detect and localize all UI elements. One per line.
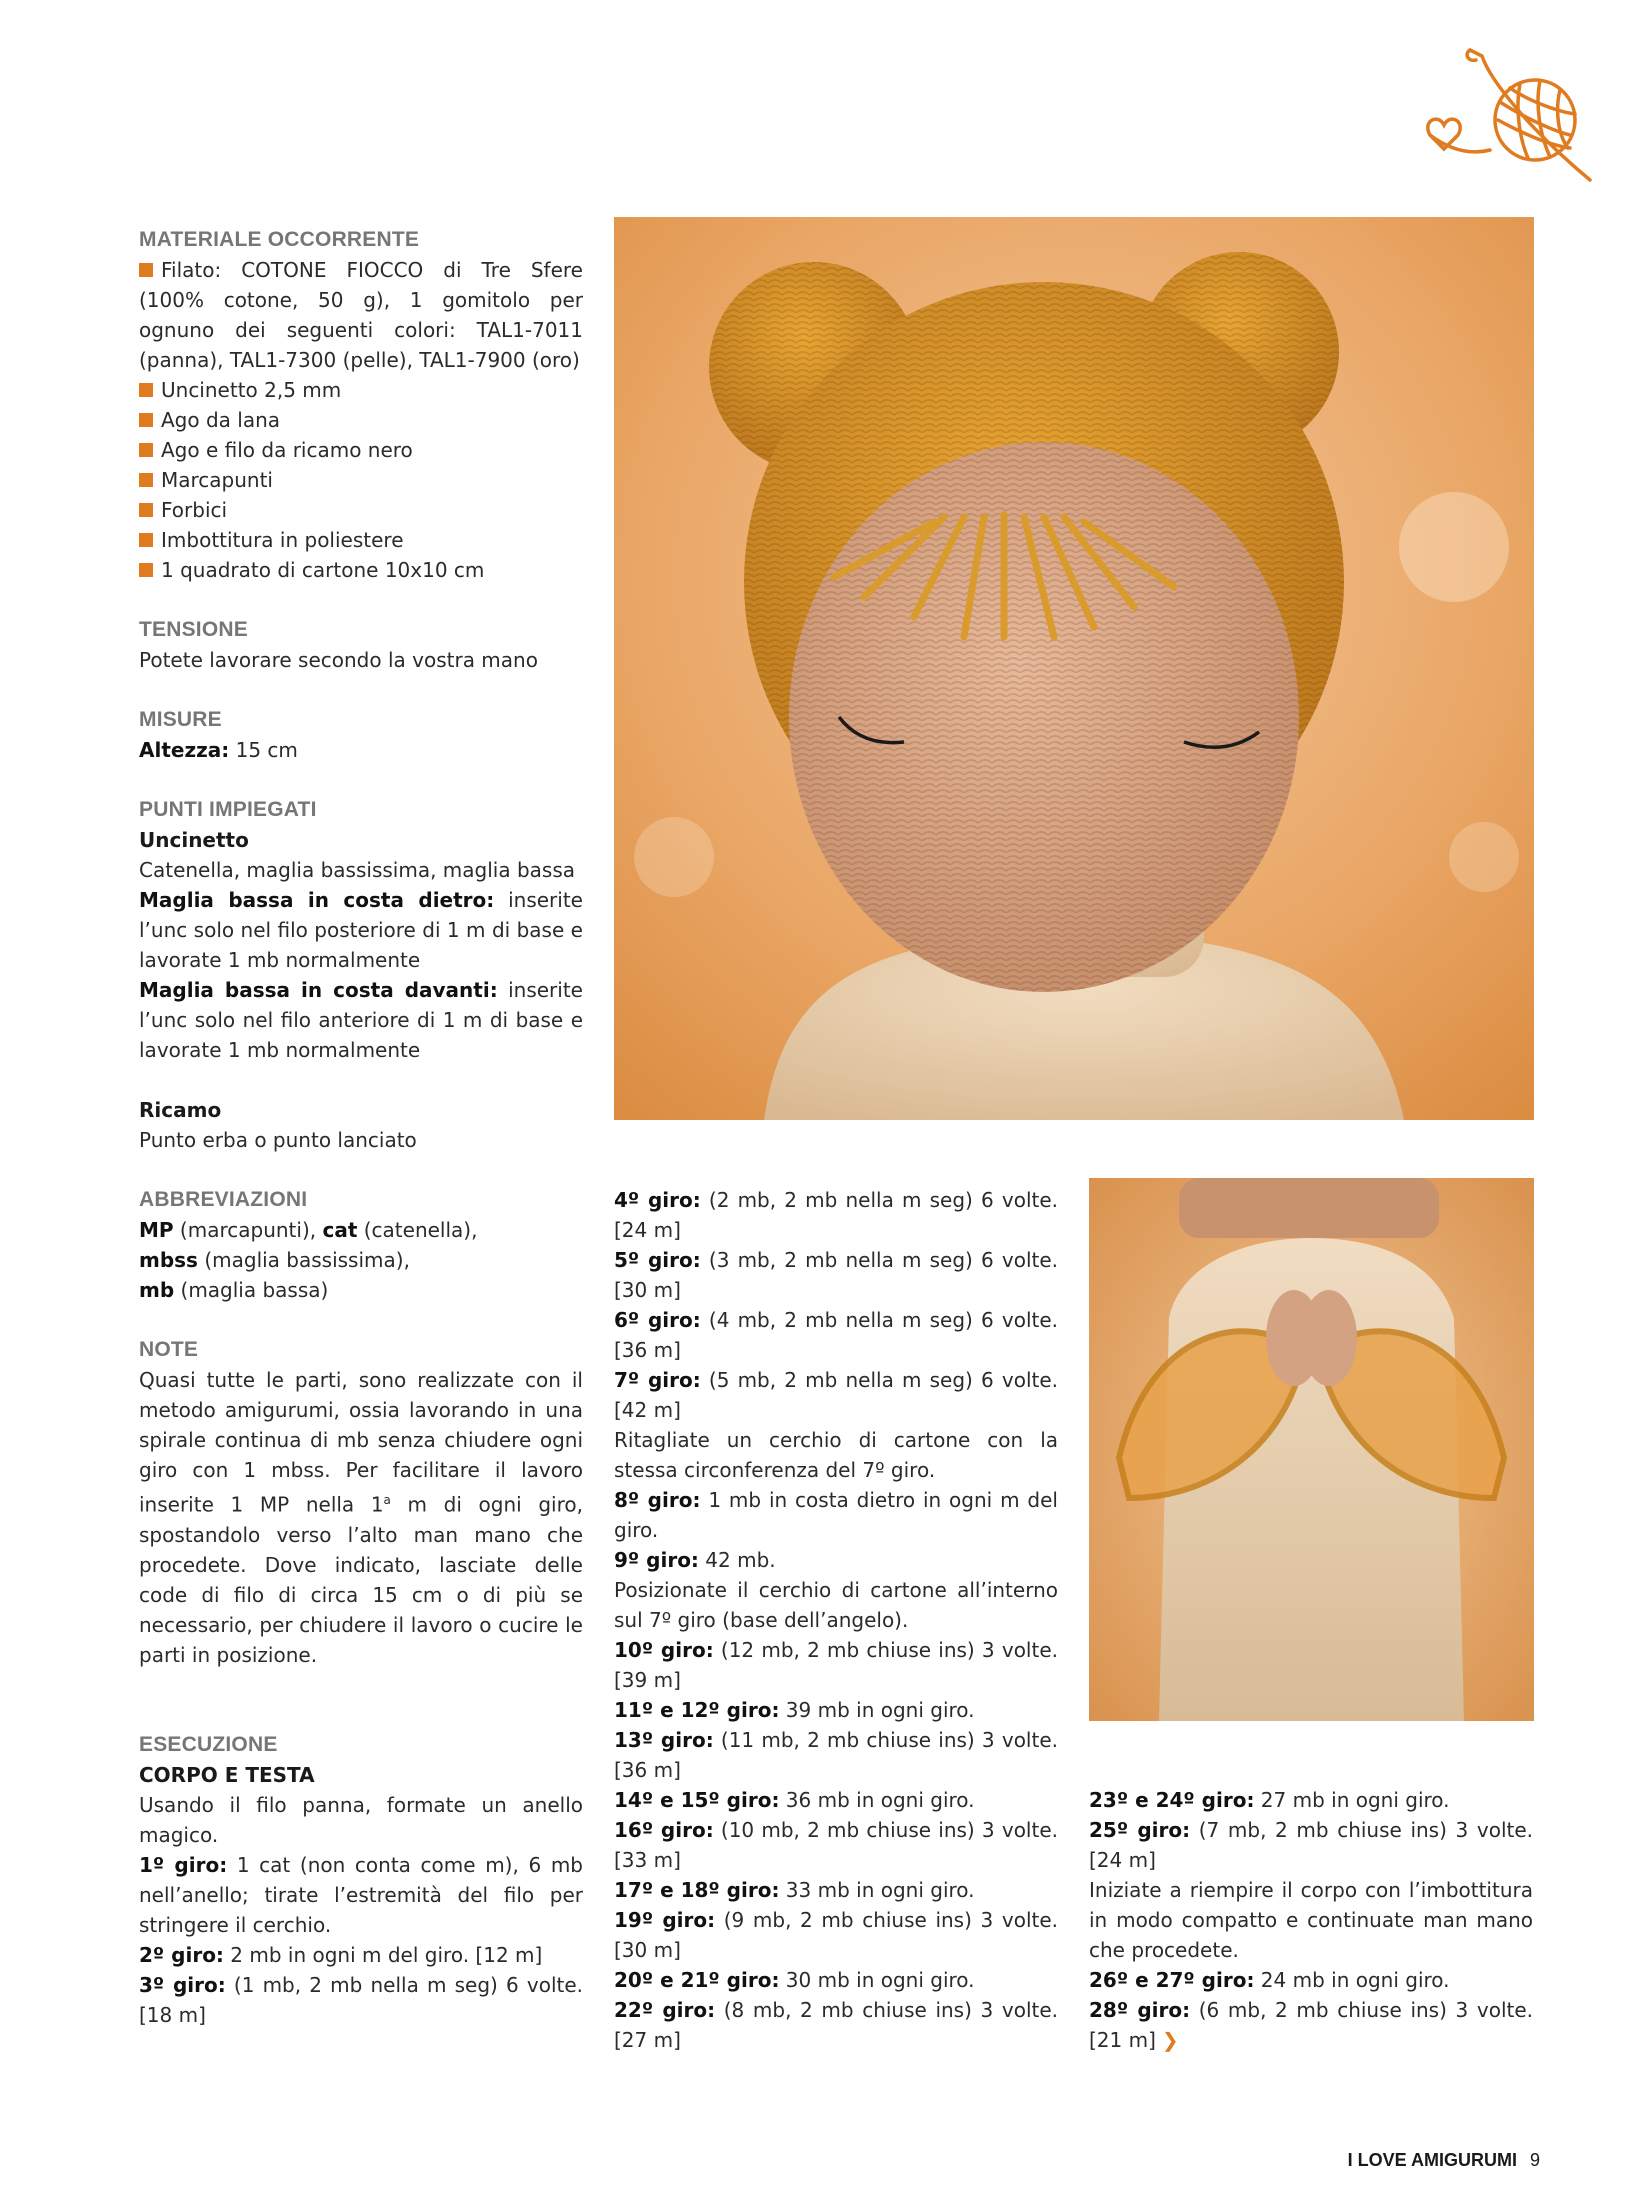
embroidery-text: Punto erba o punto lanciato: [139, 1128, 417, 1152]
materials-item: [139, 255, 583, 375]
round-label: 17º e 18º giro:: [614, 1878, 780, 1902]
round-instruction: [614, 1725, 1058, 1785]
execution-intro: Usando il filo panna, formate un anello magico.: [139, 1792, 583, 1847]
materials-item-text: Ago da lana: [161, 408, 281, 432]
body-head-subheading: CORPO E TESTA: [139, 1762, 315, 1787]
rounds-list-col3: [1089, 1785, 1533, 2055]
round-text: (5 mb, 2 mb nella m seg) 6 volte. [42 m]: [614, 1368, 1058, 1422]
height-value: 15 cm: [229, 738, 298, 762]
round-text: 1 mb in costa dietro in ogni m del giro.: [614, 1488, 1058, 1542]
round-instruction: [614, 1815, 1058, 1875]
notes-heading: NOTE: [139, 1338, 199, 1361]
round-text: (4 mb, 2 mb nella m seg) 6 volte. [36 m]: [614, 1308, 1058, 1362]
amigurumi-angel-hands-photo: [1089, 1178, 1534, 1721]
bullet-square-icon: [139, 443, 153, 457]
round-text: 39 mb in ogni giro.: [779, 1698, 975, 1722]
embroidery-subheading: Ricamo: [139, 1098, 222, 1122]
bullet-square-icon: [139, 413, 153, 427]
materials-heading: MATERIALE OCCORRENTE: [139, 228, 420, 251]
round-label: 20º e 21º giro:: [614, 1968, 780, 1992]
rounds-list-col2: [614, 1185, 1058, 2055]
round-instruction: [1089, 1875, 1533, 1965]
round-label: 1º giro:: [139, 1852, 228, 1877]
amigurumi-angel-head-photo: [614, 217, 1534, 1120]
bullet-square-icon: [139, 473, 153, 487]
round-text: 24 mb in ogni giro.: [1254, 1968, 1450, 1992]
round-instruction: [139, 1940, 583, 1970]
round-instruction: [614, 1425, 1058, 1485]
round-text: (6 mb, 2 mb chiuse ins) 3 volte. [21 m]: [1089, 1998, 1534, 2052]
round-label: 11º e 12º giro:: [614, 1698, 780, 1722]
execution-heading: ESECUZIONE: [139, 1732, 278, 1756]
round-label: 28º giro:: [1089, 1998, 1191, 2022]
round-instruction: [614, 1245, 1058, 1305]
front-loop-label: Maglia bassa in costa davanti:: [139, 978, 498, 1002]
left-column: [139, 225, 583, 2030]
round-text: (1 mb, 2 mb nella m seg) 6 volte. [18 m]: [139, 1972, 583, 2027]
stitches-heading: PUNTI IMPIEGATI: [139, 798, 317, 821]
round-label: 25º giro:: [1089, 1818, 1191, 1842]
materials-list: [139, 255, 583, 585]
materials-item-text: Imbottitura in poliestere: [161, 528, 404, 552]
round-instruction: [1089, 1785, 1533, 1815]
round-text: (7 mb, 2 mb chiuse ins) 3 volte. [24 m]: [1089, 1818, 1534, 1872]
notes-superscript: a: [383, 1493, 391, 1507]
round-instruction: [139, 1850, 583, 1940]
abbr-definition: (marcapunti),: [173, 1218, 323, 1242]
round-text: 1 cat (non conta come m), 6 mb nell’anello; tirate l’estremità del filo per stringere il cerchio.: [139, 1852, 583, 1937]
measures-heading: MISURE: [139, 708, 222, 731]
round-text: (2 mb, 2 mb nella m seg) 6 volte. [24 m]: [614, 1188, 1058, 1242]
round-label: 2º giro:: [139, 1942, 224, 1967]
page-number: 9: [1529, 2150, 1540, 2170]
height-label: Altezza:: [139, 738, 230, 762]
front-loop-text: inserite l’unc solo nel filo anteriore di 1 m di base e lavorate 1 mb normalmente: [139, 978, 583, 1062]
round-label: 9º giro:: [614, 1548, 699, 1572]
round-label: 3º giro:: [139, 1972, 226, 1997]
bullet-square-icon: [139, 503, 153, 517]
bullet-square-icon: [139, 533, 153, 547]
abbr-term: mb: [139, 1278, 175, 1302]
round-text: Iniziate a riempire il corpo con l’imbottitura in modo compatto e continuate man mano che procedete.: [1089, 1878, 1533, 1962]
materials-item: [139, 555, 583, 585]
bullet-square-icon: [139, 263, 153, 277]
round-text: 36 mb in ogni giro.: [779, 1788, 975, 1812]
round-text: (8 mb, 2 mb chiuse ins) 3 volte. [27 m]: [614, 1998, 1059, 2052]
round-label: 19º giro:: [614, 1908, 716, 1932]
right-column: [1089, 1785, 1533, 2055]
materials-item-text: Forbici: [161, 498, 228, 522]
crochet-subheading: Uncinetto: [139, 828, 249, 852]
yarn-ball-crochet-hook-heart-icon: [1410, 40, 1600, 190]
page-footer: [1300, 2150, 1540, 2171]
round-label: 14º e 15º giro:: [614, 1788, 780, 1812]
materials-item-text: Marcapunti: [161, 468, 273, 492]
materials-item-text: Uncinetto 2,5 mm: [161, 378, 342, 402]
notes-text-part: Quasi tutte le parti, sono realizzate con il metodo amigurumi, ossia lavorando in una spirale continua di mb senza chiudere ogni giro con 1 mbss. Per facilitare il lavoro inserite 1 MP nella 1: [139, 1368, 583, 1517]
round-instruction: [614, 1785, 1058, 1815]
materials-item: [139, 465, 583, 495]
materials-item: [139, 405, 583, 435]
round-label: 22º giro:: [614, 1998, 716, 2022]
round-instruction: [1089, 1995, 1533, 2055]
measures-line: [139, 735, 583, 765]
round-instruction: [614, 1695, 1058, 1725]
round-label: 5º giro:: [614, 1248, 701, 1272]
magazine-title: I LOVE AMIGURUMI: [1347, 2150, 1517, 2170]
round-instruction: [614, 1875, 1058, 1905]
round-instruction: [1089, 1815, 1533, 1875]
round-instruction: [614, 1965, 1058, 1995]
middle-column: [614, 1185, 1058, 2055]
tension-text: Potete lavorare secondo la vostra mano: [139, 648, 538, 672]
round-text: Ritagliate un cerchio di cartone con la stessa circonferenza del 7º giro.: [614, 1428, 1058, 1482]
round-instruction: [614, 1575, 1058, 1635]
round-instruction: [614, 1305, 1058, 1365]
round-text: Posizionate il cerchio di cartone all’interno sul 7º giro (base dell’angelo).: [614, 1578, 1058, 1632]
round-text: (10 mb, 2 mb chiuse ins) 3 volte. [33 m]: [614, 1818, 1058, 1872]
round-label: 10º giro:: [614, 1638, 714, 1662]
round-label: 8º giro:: [614, 1488, 701, 1512]
abbr-definition: (maglia bassa): [174, 1278, 329, 1302]
bullet-square-icon: [139, 563, 153, 577]
abbr-definition: (maglia bassissima),: [197, 1248, 410, 1272]
materials-item: [139, 435, 583, 465]
crochet-text: Catenella, maglia bassissima, maglia bassa: [139, 858, 575, 882]
round-label: 4º giro:: [614, 1188, 701, 1212]
notes-text: [139, 1365, 583, 1670]
round-text: (11 mb, 2 mb chiuse ins) 3 volte. [36 m]: [614, 1728, 1058, 1782]
bullet-square-icon: [139, 383, 153, 397]
abbreviations-list: [139, 1215, 583, 1305]
round-instruction: [614, 1485, 1058, 1545]
notes-text-part: m di ogni giro, spostandolo verso l’alto man mano che procedete. Dove indicato, lasciate delle code di filo di circa 15 cm o di più se necessario, per chiudere il lavoro o cucire le parti in posizione.: [139, 1492, 583, 1667]
round-label: 7º giro:: [614, 1368, 701, 1392]
round-text: 2 mb in ogni m del giro. [12 m]: [223, 1942, 543, 1967]
back-loop-text: inserite l’unc solo nel filo posteriore di 1 m di base e lavorate 1 mb normalmente: [139, 888, 583, 972]
materials-item-text: Ago e filo da ricamo nero: [161, 438, 413, 462]
round-text: (12 mb, 2 mb chiuse ins) 3 volte. [39 m]: [614, 1638, 1058, 1692]
abbreviations-heading: ABBREVIAZIONI: [139, 1188, 308, 1211]
materials-item: [139, 495, 583, 525]
front-loop-stitch: [139, 975, 583, 1065]
round-text: (9 mb, 2 mb chiuse ins) 3 volte. [30 m]: [614, 1908, 1059, 1962]
round-label: 6º giro:: [614, 1308, 701, 1332]
round-text: 27 mb in ogni giro.: [1254, 1788, 1450, 1812]
round-text: 33 mb in ogni giro.: [779, 1878, 975, 1902]
round-instruction: [614, 1185, 1058, 1245]
round-label: 16º giro:: [614, 1818, 714, 1842]
materials-item-text: 1 quadrato di cartone 10x10 cm: [161, 558, 485, 582]
round-text: 42 mb.: [698, 1548, 776, 1572]
materials-item: [139, 375, 583, 405]
back-loop-label: Maglia bassa in costa dietro:: [139, 888, 495, 912]
round-instruction: [614, 1545, 1058, 1575]
abbr-definition: (catenella),: [357, 1218, 478, 1242]
round-label: 13º giro:: [614, 1728, 714, 1752]
round-label: 23º e 24º giro:: [1089, 1788, 1255, 1812]
abbr-term: mbss: [139, 1248, 198, 1272]
round-label: 26º e 27º giro:: [1089, 1968, 1255, 1992]
round-text: 30 mb in ogni giro.: [779, 1968, 975, 1992]
materials-item-text: Filato: COTONE FIOCCO di Tre Sfere (100% cotone, 50 g), 1 gomitolo per ognuno dei seguenti colori: TAL1-7011 (panna), TAL1-7300 (pelle), TAL1-7900 (oro): [139, 258, 583, 372]
round-instruction: [614, 1905, 1058, 1965]
round-text: (3 mb, 2 mb nella m seg) 6 volte. [30 m]: [614, 1248, 1058, 1302]
abbr-term: MP: [139, 1218, 174, 1242]
rounds-list-col1: [139, 1850, 583, 2030]
round-instruction: [1089, 1965, 1533, 1995]
round-instruction: [614, 1995, 1058, 2055]
round-instruction: [614, 1365, 1058, 1425]
materials-item: [139, 525, 583, 555]
back-loop-stitch: [139, 885, 583, 975]
abbr-term: cat: [322, 1218, 358, 1242]
continue-arrow-icon: ❯: [1161, 2028, 1179, 2052]
tension-heading: TENSIONE: [139, 618, 248, 641]
round-instruction: [614, 1635, 1058, 1695]
round-instruction: [139, 1970, 583, 2030]
